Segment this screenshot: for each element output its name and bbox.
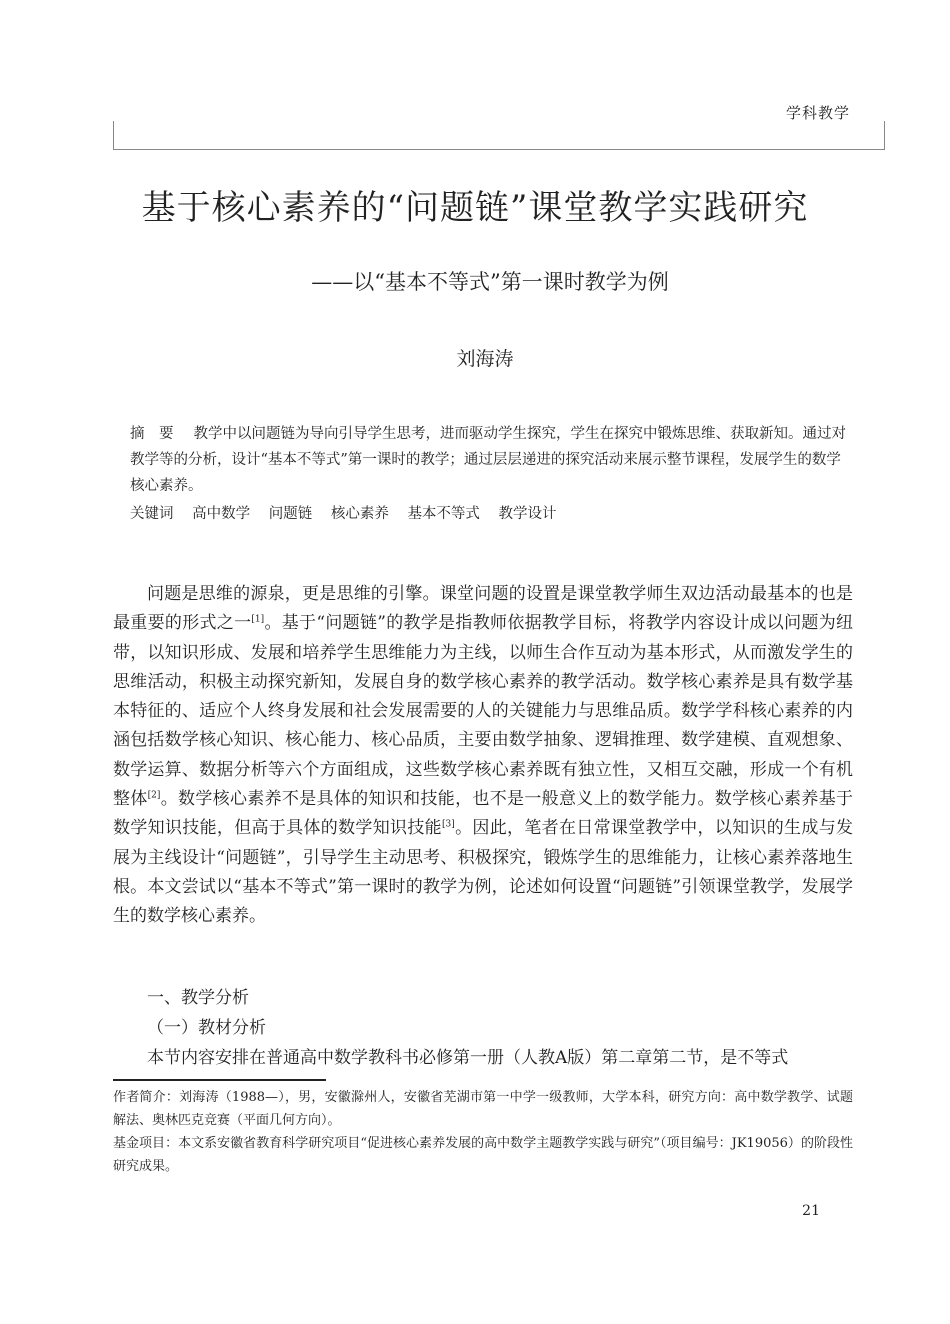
- body-text: [113, 580, 853, 932]
- body-text-segment: 。基于“问题链”的教学是指教师依据教学目标，将教学内容设计成以问题为纽带，以知识形成、发展和培养学生思维能力为主线，以师生合作互动为基本形式，从而激发学生的思维活动，积极主动探究新知，发展自身的数学核心素养的教学活动。数学核心素养是具有数学基本特征的、适应个人终身发展和社会发展需要的人的关键能力与思维品质。数学学科核心素养的内涵包括数学核心知识、核心能力、核心品质，主要由数学抽象、逻辑推理、数学建模、直观想象、数学运算、数据分析等六个方面组成，这些数学核心素养既有独立性，又相互交融，形成一个有机整体: [113, 613, 854, 810]
- body-paragraph: [113, 580, 853, 932]
- keyword: 基本不等式: [407, 506, 480, 522]
- body-paragraph: 本节内容安排在普通高中数学教科书必修第一册（人教A版）第二章第二节，是不等式: [147, 1048, 789, 1068]
- abstract: [130, 421, 852, 499]
- abstract-label: 摘 要: [130, 426, 174, 442]
- keyword: 核心素养: [330, 506, 389, 522]
- header-rule: [113, 121, 885, 150]
- citation-marker: [3]: [442, 819, 455, 830]
- body-text-segment: 。数学核心素养不是具体的知识和技能，也不是一般意义上的数学能力。数学核心素养基于数学知识技能，但高于具体的数学知识技能: [113, 789, 854, 839]
- page-number: 21: [802, 1203, 820, 1219]
- abstract-text: 教学中以问题链为导向引导学生思考，进而驱动学生探究，学生在探究中锻炼思维、获取新知。通过对教学等的分析，设计“基本不等式”第一课时的教学；通过层层递进的探究活动来展示整节课程，发展学生的数学核心素养。: [130, 426, 846, 494]
- subsection-heading: （一）教材分析: [147, 1018, 266, 1038]
- citation-marker: [2]: [147, 790, 161, 801]
- article-subtitle: ——以“基本不等式”第一课时教学为例: [311, 270, 669, 294]
- keywords-label: 关键词: [130, 506, 174, 522]
- keyword: 高中数学: [192, 506, 251, 522]
- keywords: [130, 501, 852, 527]
- fund-note: 基金项目：本文系安徽省教育科学研究项目“促进核心素养发展的高中数学主题教学实践与研究”（项目编号：JK19056）的阶段性研究成果。: [113, 1136, 853, 1174]
- section-tag: 学科教学: [785, 104, 850, 122]
- section-heading: 一、教学分析: [147, 988, 249, 1008]
- footnote-rule: [113, 1079, 326, 1081]
- keyword: 教学设计: [498, 506, 557, 522]
- body-text-segment: 问题是思维的源泉，更是思维的引擎。课堂问题的设置是课堂教学师生双边活动最基本的也是最重要的形式之一: [113, 584, 853, 634]
- citation-marker: [1]: [251, 614, 265, 625]
- article-author: 刘海涛: [456, 348, 514, 370]
- author-bio: 作者简介：刘海涛（1988—），男，安徽滁州人，安徽省芜湖市第一中学一级教师，大学本科，研究方向：高中数学教学、试题解法、奥林匹克竞赛（平面几何方向）。: [113, 1090, 853, 1128]
- keyword: 问题链: [268, 506, 313, 522]
- article-title: 基于核心素养的“问题链”课堂教学实践研究: [141, 188, 809, 228]
- body-text-segment: 。因此，笔者在日常课堂教学中，以知识的生成与发展为主线设计“问题链”，引导学生主动思考、积极探究，锻炼学生的思维能力，让核心素养落地生根。本文尝试以“基本不等式”第一课时的教学为例，论述如何设置“问题链”引领课堂教学，发展学生的数学核心素养。: [113, 818, 854, 927]
- footnotes: [113, 1086, 853, 1178]
